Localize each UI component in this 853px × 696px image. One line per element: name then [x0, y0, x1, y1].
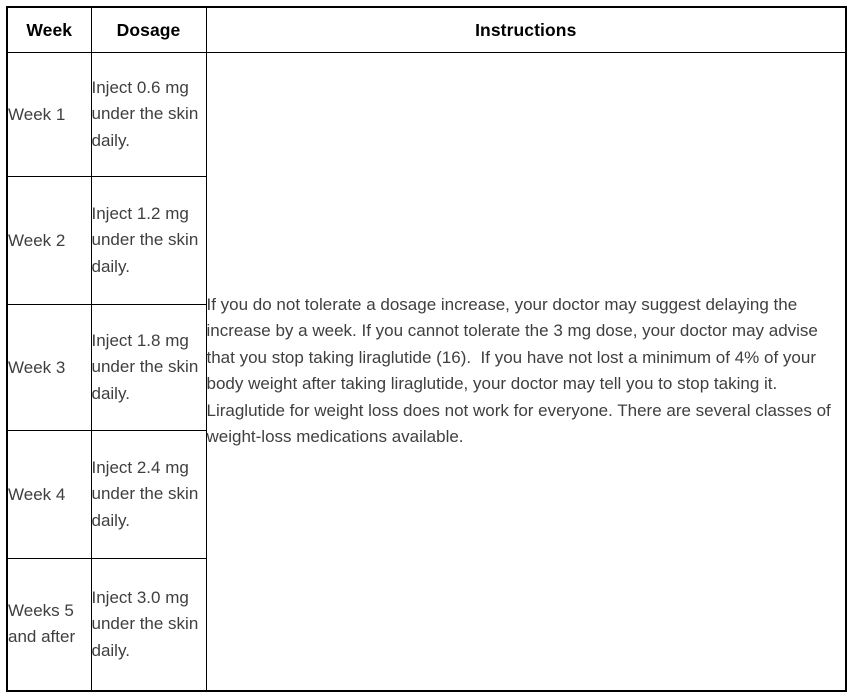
- liraglutide-dosage-table: [6, 6, 847, 692]
- dosage-cell: Inject 1.2 mg under the skin daily.: [91, 177, 206, 305]
- week-cell: Weeks 5 and after: [7, 559, 91, 691]
- header-row: [7, 7, 846, 53]
- column-header-instructions: Instructions: [206, 7, 846, 53]
- dosage-cell: Inject 0.6 mg under the skin daily.: [91, 53, 206, 177]
- instructions-cell: [206, 53, 846, 691]
- table-row: [7, 53, 846, 177]
- week-cell: Week 3: [7, 305, 91, 431]
- table-header: [7, 7, 846, 53]
- dosage-cell: Inject 1.8 mg under the skin daily.: [91, 305, 206, 431]
- dosage-cell: Inject 2.4 mg under the skin daily.: [91, 431, 206, 559]
- week-cell: Week 1: [7, 53, 91, 177]
- week-cell: Week 4: [7, 431, 91, 559]
- column-header-week: Week: [7, 7, 91, 53]
- instructions-paragraph: If you do not tolerate a dosage increase, your doctor may suggest delaying the increase by a week. If you cannot tolerate the 3 mg dose, your doctor may advise that you stop taking liraglutide (16). If you have not lost a minimum of 4% of your body weight after taking liraglutide, your doctor may tell you to stop taking it. Liraglutide for weight loss does not work for everyone. There are several classes of weight-loss medications available.: [206, 294, 836, 447]
- column-header-dosage: Dosage: [91, 7, 206, 53]
- week-cell: Week 2: [7, 177, 91, 305]
- dosage-cell: Inject 3.0 mg under the skin daily.: [91, 559, 206, 691]
- table-body: [7, 53, 846, 691]
